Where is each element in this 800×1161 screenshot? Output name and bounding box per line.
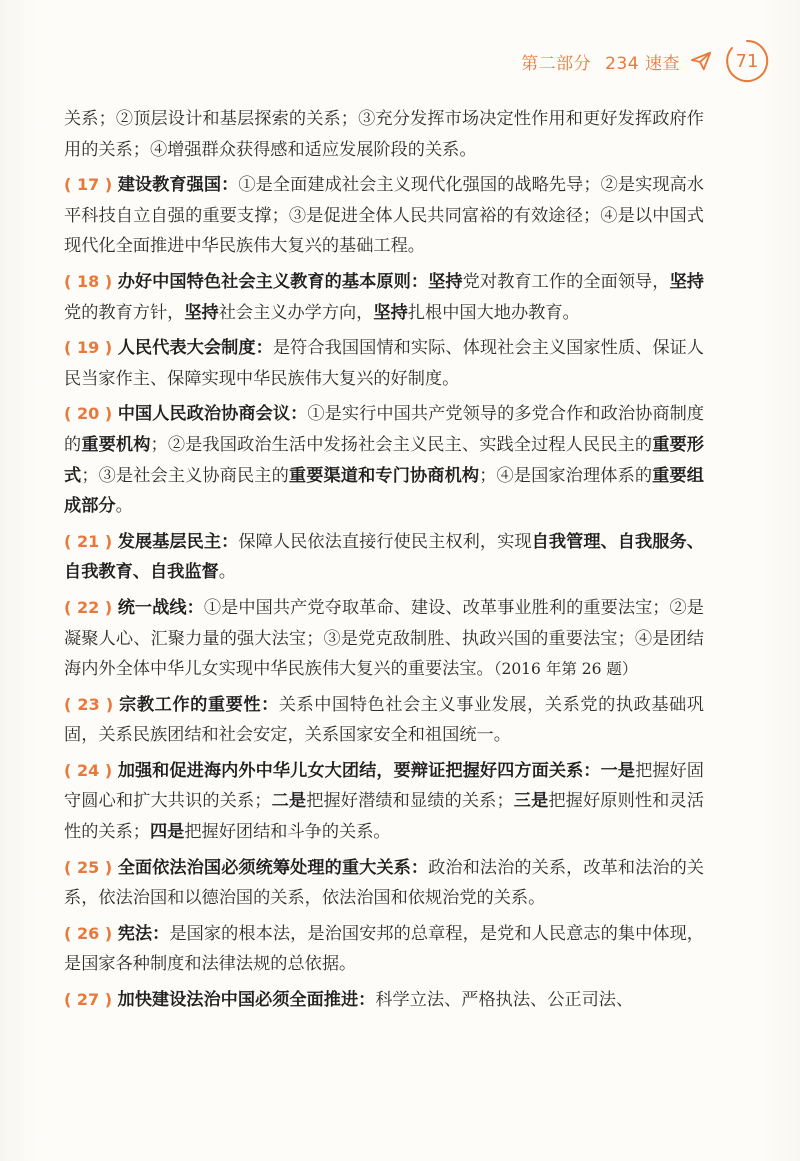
item-term: 建设教育强国：	[117, 175, 239, 196]
item-emphasis: 坚持	[184, 302, 219, 323]
exam-source-note: （2016 年第 26 题）	[493, 660, 638, 679]
item-term: 中国人民政治协商会议：	[117, 404, 308, 425]
item-18	[64, 267, 704, 328]
item-23	[64, 690, 704, 751]
item-text: ；③是社会主义协商民主的	[81, 465, 289, 486]
item-emphasis: 重要形式	[64, 434, 704, 486]
item-text: 把握好团结和斗争的关系。	[184, 822, 391, 843]
item-text: 把握好潜绩和显绩的关系；	[306, 791, 514, 812]
item-number: ( 27 )	[64, 990, 113, 1010]
item-number: ( 21 )	[64, 531, 113, 551]
item-21	[64, 527, 704, 588]
item-text: ①是中国共产党夺取革命、建设、改革事业胜利的重要法宝；②是凝聚人心、汇聚力量的强大法宝；③是党克敌制胜、执政兴国的重要法宝；④是团结海内外全体中华儿女实现中华民族伟大复兴的重要法宝。	[64, 597, 704, 680]
item-emphasis: 自我管理、自我服务、自我教育、自我监督	[64, 531, 704, 583]
item-26	[64, 919, 704, 980]
item-24	[64, 756, 704, 848]
paragraph-continuation	[64, 104, 704, 165]
item-term: 加强和促进海内外中华儿女大团结，要辩证把握好四方面关系：	[117, 760, 601, 781]
item-term: 统一战线：	[117, 597, 204, 618]
item-emphasis: 坚持	[373, 302, 408, 323]
item-text: ；②是我国政治生活中发扬社会主义民主、实践全过程人民民主的	[150, 434, 653, 455]
item-text: 把握好原则性和灵活性的关系；	[64, 791, 704, 843]
item-text: 科学立法、严格执法、公正司法、	[375, 990, 634, 1011]
item-number: ( 18 )	[64, 271, 113, 291]
page-content	[64, 104, 704, 1021]
item-text: ；④是国家治理体系的	[479, 465, 653, 486]
item-17	[64, 170, 704, 262]
item-text: 党的教育方针，	[64, 302, 185, 323]
item-emphasis: 一是	[600, 760, 636, 781]
page-number: 71	[735, 50, 759, 72]
item-text: 关系中国特色社会主义事业发展，关系党的执政基础巩固，关系民族团结和社会安定，关系国家安全和祖国统一。	[64, 694, 704, 746]
item-term: 办好中国特色社会主义教育的基本原则：	[117, 271, 429, 292]
item-text: 。	[218, 562, 236, 583]
item-text: 把握好固守圆心和扩大共识的关系；	[64, 760, 704, 812]
item-text: ①是实行中国共产党领导的多党合作和政治协商制度的	[64, 404, 705, 455]
item-number: ( 23 )	[64, 694, 114, 714]
item-emphasis: 坚持	[669, 271, 704, 292]
item-text: 扎根中国大地办教育。	[407, 302, 580, 323]
paper-plane-icon	[690, 50, 712, 72]
item-number: ( 26 )	[64, 923, 113, 943]
item-number: ( 20 )	[64, 404, 113, 424]
item-number: ( 22 )	[64, 597, 113, 617]
item-emphasis: 三是	[513, 791, 549, 812]
item-19	[64, 333, 704, 394]
item-text: 。	[115, 496, 133, 517]
item-20	[64, 399, 704, 521]
item-text: 是国家的根本法，是治国安邦的总章程，是党和人民意志的集中体现，是国家各种制度和法律法规的总依据。	[64, 923, 704, 975]
item-text: 保障人民依法直接行使民主权利，实现	[238, 531, 532, 552]
item-number: ( 17 )	[64, 175, 113, 195]
page-header	[521, 38, 770, 84]
item-emphasis: 二是	[271, 791, 307, 812]
item-text: 党对教育工作的全面领导，	[462, 271, 670, 292]
header-section-title: 第二部分	[521, 53, 592, 74]
item-number: ( 19 )	[64, 338, 113, 358]
header-subtitle: 234 速查	[605, 53, 680, 74]
item-27	[64, 985, 704, 1016]
item-term: 人民代表大会制度：	[117, 338, 273, 359]
item-text: ①是全面建成社会主义现代化强国的战略先导；②是实现高水平科技自立自强的重要支撑；③是促进全体人民共同富裕的有效途径；④是以中国式现代化全面推进中华民族伟大复兴的基础工程。	[64, 175, 704, 257]
item-number: ( 25 )	[64, 857, 113, 877]
item-22	[64, 593, 704, 685]
page-number-badge	[724, 38, 770, 84]
item-emphasis: 四是	[149, 822, 185, 843]
item-text: 是符合我国国情和实际、体现社会主义国家性质、保证人民当家作主、保障实现中华民族伟大复兴的好制度。	[64, 338, 704, 389]
item-number: ( 24 )	[64, 760, 113, 780]
item-term: 发展基层民主：	[117, 531, 239, 552]
item-emphasis: 重要机构	[81, 434, 151, 455]
item-text: 社会主义办学方向，	[218, 302, 374, 323]
item-25	[64, 853, 704, 914]
item-term: 宗教工作的重要性：	[119, 694, 279, 715]
paragraph-text: 关系；②顶层设计和基层探索的关系；③充分发挥市场决定性作用和更好发挥政府作用的关系；④增强群众获得感和适应发展阶段的关系。	[64, 109, 704, 160]
item-emphasis: 坚持	[428, 271, 463, 292]
item-text: 政治和法治的关系，改革和法治的关系，依法治国和以德治国的关系，依法治国和依规治党的关系。	[64, 857, 704, 909]
item-emphasis: 重要组成部分	[64, 465, 704, 517]
item-term: 宪法：	[117, 923, 170, 944]
item-term: 加快建设法治中国必须全面推进：	[117, 990, 376, 1011]
item-term: 全面依法治国必须统筹处理的重大关系：	[117, 857, 429, 878]
item-emphasis: 重要渠道和专门协商机构	[288, 465, 480, 486]
